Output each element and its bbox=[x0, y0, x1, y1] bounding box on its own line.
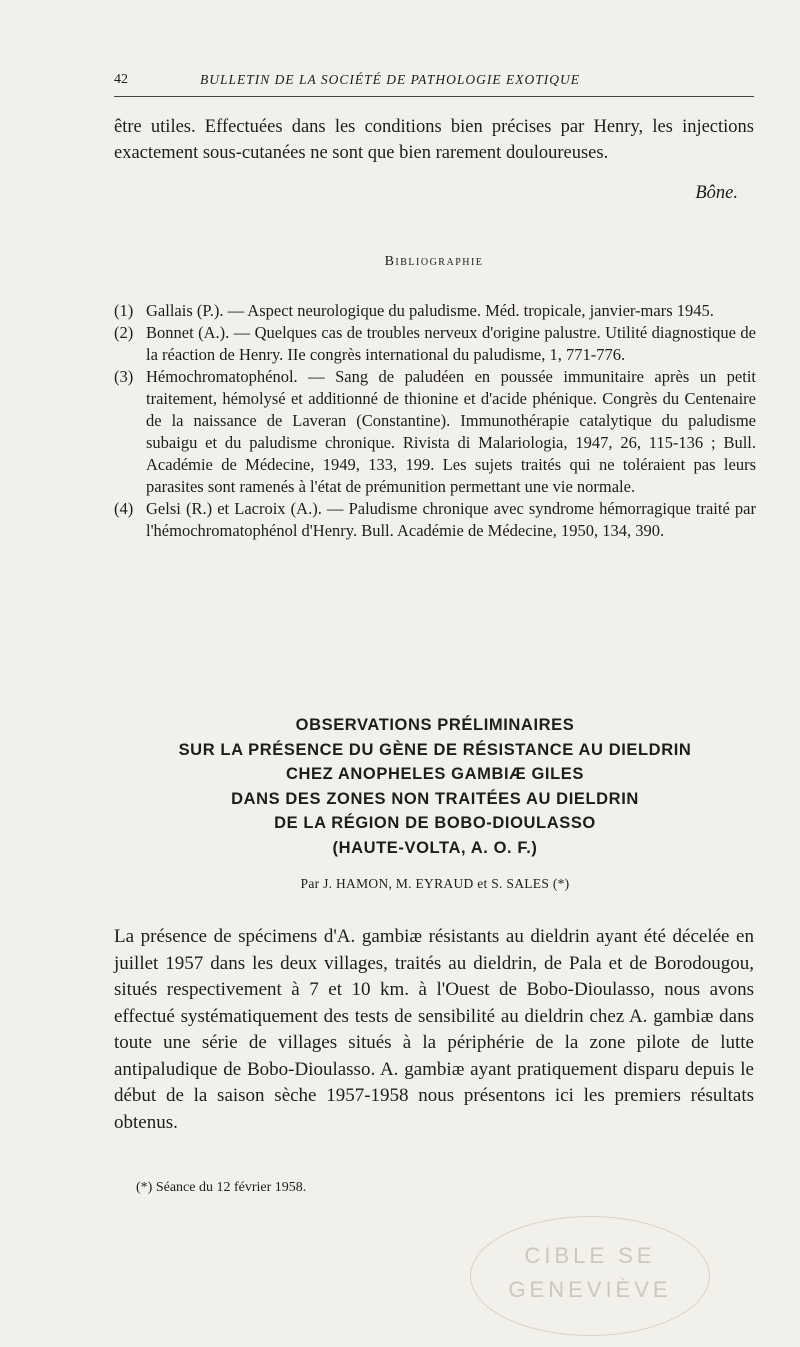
reference-text: Gallais (P.). — Aspect neurologique du paludisme. Méd. tropicale, janvier-mars 1945. bbox=[146, 301, 714, 320]
author-byline: Par J. HAMON, M. EYRAUD et S. SALES (*) bbox=[300, 876, 570, 891]
running-header bbox=[114, 70, 754, 97]
library-stamp bbox=[470, 1216, 710, 1336]
title-line: DE LA RÉGION DE BOBO-DIOULASSO bbox=[274, 814, 596, 832]
intro-paragraph: être utiles. Effectuées dans les conditions bien précises par Henry, les injections exactement sous-cutanées ne sont que bien rarement douloureuses. bbox=[114, 117, 754, 163]
title-line: DANS DES ZONES NON TRAITÉES AU DIELDRIN bbox=[231, 789, 639, 808]
stamp-line: CIBLE SE bbox=[524, 1243, 656, 1268]
reference-item bbox=[114, 498, 756, 542]
reference-text: Bonnet (A.). — Quelques cas de troubles nerveux d'origine palustre. Utilité diagnostique de la réaction de Henry. IIe congrès international du paludisme, 1, 771-776. bbox=[146, 323, 756, 364]
reference-number: (4) bbox=[114, 499, 134, 518]
title-line: OBSERVATIONS PRÉLIMINAIRES bbox=[295, 716, 575, 734]
reference-number: (3) bbox=[114, 367, 134, 386]
stamp-line: GENEVIÈVE bbox=[508, 1277, 672, 1302]
title-line: (HAUTE-VOLTA, A. O. F.) bbox=[332, 838, 538, 857]
reference-text: Hémochromatophénol. — Sang de paludéen en poussée immunitaire après un petit traitement, hémolysé et additionné de thionine et d'acide phénique. Congrès du Centenaire de la naissance de Laveran (Constantine). Immunothérapie catalytique du paludisme subaigu et du paludisme chronique. Rivista di Malariologia, 1947, 26, 115-136 ; Bull. Académie de Médecine, 1949, 133, 199. Les sujets traités qui ne toléraient pas leurs parasites sont ramenés à l'état de prémunition permettant une vie normale. bbox=[146, 367, 756, 496]
place-signature: Bône. bbox=[695, 183, 738, 203]
page-number: 42 bbox=[114, 72, 128, 87]
reference-number: (1) bbox=[114, 301, 134, 320]
running-title: BULLETIN DE LA SOCIÉTÉ DE PATHOLOGIE EXOTIQUE bbox=[200, 72, 581, 87]
article-paragraph: La présence de spécimens d'A. gambiæ résistants au dieldrin ayant été décelée en juillet 1957 dans les deux villages, traités au dieldrin, de Pala et de Borodougou, situés respectivement à 7 et 10 km. à l'Ouest de Bobo-Dioulasso, nous avons effectué systématiquement des tests de sensibilité au dieldrin chez A. gambiæ dans toute une série de villages situés à la périphérie de la zone pilote de lutte antipaludique de Bobo-Dioulasso. A. gambiæ ayant pratiquement disparu depuis le début de la saison sèche 1957-1958 nous présentons ici les premiers résultats obtenus. bbox=[114, 926, 754, 1133]
reference-list bbox=[114, 300, 756, 542]
reference-item bbox=[114, 322, 756, 366]
bibliography-heading: Bibliographie bbox=[384, 254, 484, 269]
title-line: SUR LA PRÉSENCE DU GÈNE DE RÉSISTANCE AU DIELDRIN bbox=[178, 740, 692, 759]
title-line: CHEZ ANOPHELES GAMBIÆ GILES bbox=[286, 765, 584, 783]
reference-item bbox=[114, 366, 756, 498]
reference-number: (2) bbox=[114, 323, 134, 342]
reference-text: Gelsi (R.) et Lacroix (A.). — Paludisme chronique avec syndrome hémorragique traité par l'hémochromatophénol d'Henry. Bull. Académie de Médecine, 1950, 134, 390. bbox=[146, 499, 756, 540]
reference-item bbox=[114, 300, 756, 322]
footnote: (*) Séance du 12 février 1958. bbox=[136, 1180, 307, 1195]
article-title bbox=[114, 713, 756, 860]
